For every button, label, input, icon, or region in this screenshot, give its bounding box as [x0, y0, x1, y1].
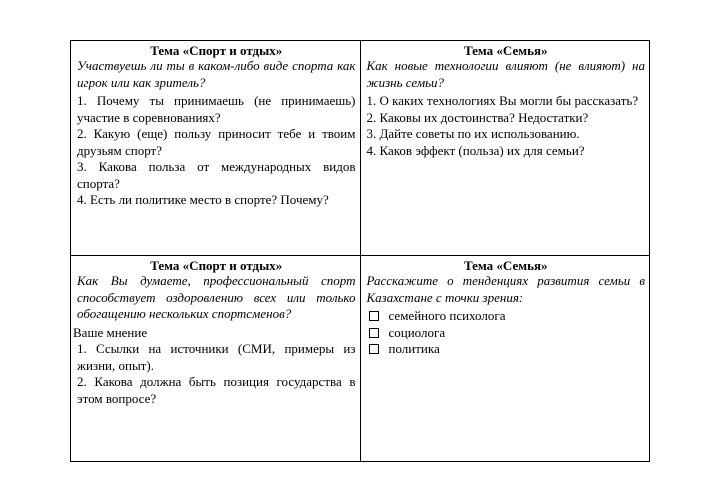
option-item: [369, 341, 646, 358]
cell-sport-2: [71, 256, 361, 462]
cell-title: Тема «Спорт и отдых»: [150, 43, 283, 58]
opinion-label: Ваше мнение: [73, 324, 148, 340]
checkbox-icon: [369, 311, 379, 321]
question-item: 2. Какую (еще) пользу приносит тебе и твоим друзьям спорт?: [77, 126, 356, 158]
cell-intro: Как новые технологии влияют (не влияют) на жизнь семьи?: [366, 58, 645, 90]
cell-title: Тема «Спорт и отдых»: [150, 258, 283, 273]
checkbox-icon: [369, 328, 379, 338]
option-label: социолога: [388, 324, 446, 340]
cell-title: Тема «Семья»: [463, 43, 548, 58]
question-item: 4. Есть ли политике место в спорте? Почему?: [77, 192, 329, 207]
question-item: 1. Ссылки на источники (СМИ, примеры из жизни, опыт).: [77, 341, 356, 373]
question-item: 1. Почему ты принимаешь (не принимаешь) участие в соревнованиях?: [77, 93, 356, 125]
cell-intro: Расскажите о тенденциях развития семьи в Казахстане с точки зрения:: [366, 273, 645, 305]
cell-intro: Как Вы думаете, профессиональный спорт способствует оздоровлению всех или только обогащению нескольких спортсменов?: [77, 273, 356, 321]
option-item: [369, 325, 646, 342]
checkbox-icon: [369, 344, 379, 354]
topics-table: [70, 40, 650, 462]
cell-family-2: [360, 256, 650, 462]
option-item: [369, 308, 646, 325]
option-label: политика: [388, 341, 440, 356]
question-item: 2. Каковы их достоинства? Недостатки?: [366, 109, 589, 125]
cell-family-1: [360, 41, 650, 256]
question-item: 3. Какова польза от международных видов спорта?: [77, 159, 356, 191]
option-label: семейного психолога: [388, 308, 506, 323]
question-item: 3. Дайте советы по их использованию.: [366, 126, 580, 141]
cell-title: Тема «Семья»: [463, 258, 548, 273]
question-item: 4. Каков эффект (польза) их для семьи?: [366, 142, 585, 158]
question-item: 1. О каких технологиях Вы могли бы рассказать?: [366, 93, 639, 108]
question-item: 2. Какова должна быть позиция государства в этом вопросе?: [77, 374, 356, 406]
cell-sport-1: [71, 41, 361, 256]
cell-intro: Участвуешь ли ты в каком-либо виде спорта как игрок или как зритель?: [77, 58, 356, 90]
